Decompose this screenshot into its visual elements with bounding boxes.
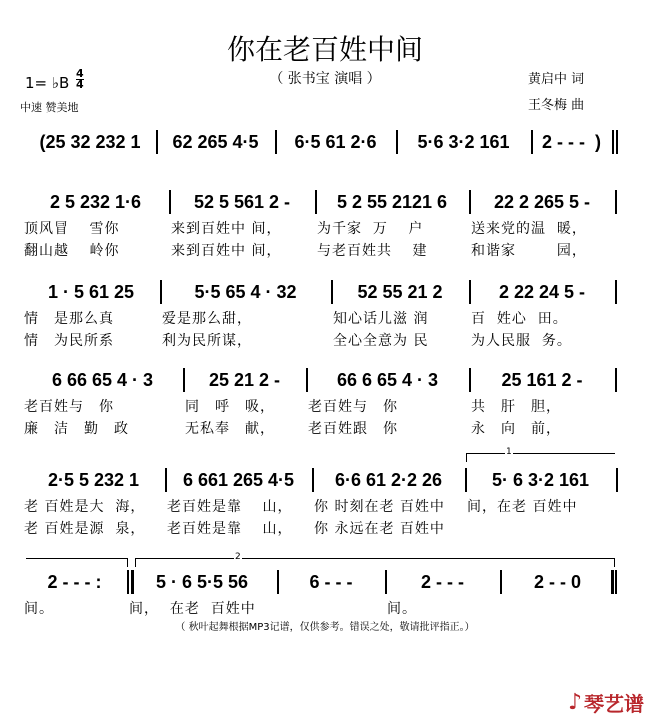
lyric-text: 知心话儿滋 润 <box>333 311 429 327</box>
measure: 2 - - - ) <box>542 131 601 152</box>
lyric-text: 间。 <box>387 601 417 617</box>
key-signature: 1= ♭B <box>25 74 70 92</box>
double-barline <box>131 570 134 594</box>
lyric-text: 来到百姓中 间， <box>171 221 282 237</box>
watermark-logo <box>568 688 644 717</box>
barline <box>315 190 317 214</box>
lyric-text: 顶风冒 雪你 <box>24 221 120 237</box>
measure: 2 - - 0 <box>533 571 581 592</box>
measure: 2 - - - : <box>47 571 102 592</box>
barline <box>615 570 617 594</box>
time-bottom: 4 <box>76 78 84 91</box>
barline <box>312 468 314 492</box>
measure: 66 6 65 4 · 3 <box>336 369 439 390</box>
barline <box>616 468 618 492</box>
lyric-text: 翻山越 岭你 <box>24 243 120 259</box>
measure: 5· 6 3·2 161 <box>491 469 590 490</box>
lyric-text: 为千家 万 户 <box>317 221 424 237</box>
double-barline <box>611 570 614 594</box>
barline <box>277 570 279 594</box>
measure: 52 55 21 2 <box>357 281 443 302</box>
lyricist-credit: 黄启中 词 <box>528 72 585 87</box>
barline <box>465 468 467 492</box>
measure: 62 265 4·5 <box>172 131 259 152</box>
measure: 1 · 5 61 25 <box>47 281 135 302</box>
lyric-text: 来到百姓中 间， <box>171 243 282 259</box>
volta-first-label: 1 <box>506 447 512 457</box>
lyric-text: 老 百姓是大 海， <box>24 499 146 515</box>
measure: 6 - - - <box>309 571 353 592</box>
volta-second-label: 2 <box>235 552 241 562</box>
measure: (25 32 232 1 <box>39 131 141 152</box>
measure: 25 21 2 - <box>208 369 281 390</box>
lyric-text: 间，在老 百姓中 <box>467 499 578 515</box>
lyric-text: 送来党的温 暖， <box>471 221 587 237</box>
lyric-text: 利为民所谋， <box>162 333 252 349</box>
measure: 6 661 265 4·5 <box>182 469 295 490</box>
song-title: 你在老百姓中间 <box>226 33 423 66</box>
barline <box>160 280 162 304</box>
lyric-text: 与老百姓共 建 <box>317 243 428 259</box>
lyric-text: 为人民服 务。 <box>471 333 572 349</box>
barline <box>615 368 617 392</box>
barline <box>469 190 471 214</box>
barline <box>615 190 617 214</box>
lyric-text: 无私奉 献， <box>185 421 275 437</box>
measure: 6 66 65 4 · 3 <box>51 369 154 390</box>
lyric-text: 老百姓是靠 山， <box>167 499 293 515</box>
barline <box>169 190 171 214</box>
barline <box>331 280 333 304</box>
barline <box>612 130 614 154</box>
measure: 5 · 6 5·5 56 <box>155 571 249 592</box>
lyric-text: 老百姓与 你 <box>24 399 114 415</box>
barline <box>183 368 185 392</box>
lyric-text: 爱是那么甜， <box>162 311 252 327</box>
lyric-text: 情 是那么真 <box>24 311 114 327</box>
lyric-text: 全心全意为 民 <box>333 333 429 349</box>
measure: 25 161 2 - <box>501 369 583 390</box>
measure: 6·5 61 2·6 <box>294 131 377 152</box>
barline <box>500 570 502 594</box>
barline <box>165 468 167 492</box>
barline <box>156 130 158 154</box>
lyric-text: 你 永远在老 百姓中 <box>314 521 445 537</box>
measure: 2 22 24 5 - <box>498 281 586 302</box>
logo-mark-icon: ♪ <box>568 690 583 715</box>
composer-credit: 王冬梅 曲 <box>528 98 585 113</box>
lyric-text: 和谐家 园， <box>471 243 587 259</box>
lyric-text: 老百姓与 你 <box>308 399 398 415</box>
logo-text: 琴艺谱 <box>584 692 645 716</box>
lyric-text: 老百姓跟 你 <box>308 421 398 437</box>
barline <box>469 280 471 304</box>
barline <box>275 130 277 154</box>
tempo-marking: 中速 赞美地 <box>20 101 79 114</box>
lyric-text: 你 时刻在老 百姓中 <box>314 499 445 515</box>
lyric-text: 廉 洁 勤 政 <box>24 421 129 437</box>
barline <box>531 130 533 154</box>
measure: 5·5 65 4 · 32 <box>194 281 297 302</box>
measure: 2 5 232 1·6 <box>49 191 142 212</box>
volta-first-ending <box>466 447 615 462</box>
barline <box>615 280 617 304</box>
barline <box>306 368 308 392</box>
barline <box>469 368 471 392</box>
measure: 6·6 61 2·2 26 <box>334 469 443 490</box>
lyric-text: 同 呼 吸， <box>185 399 275 415</box>
measure: 5·6 3·2 161 <box>417 131 510 152</box>
measure: 22 2 265 5 - <box>493 191 591 212</box>
lyric-text: 百 姓心 田。 <box>471 311 568 327</box>
lyric-text: 间， 在老 百姓中 <box>129 601 256 617</box>
volta-first-ending-cont <box>26 558 128 567</box>
measure: 5 2 55 2121 6 <box>336 191 448 212</box>
lyric-text: 老 百姓是源 泉， <box>24 521 146 537</box>
measure: 2 - - - <box>421 571 464 592</box>
time-signature <box>76 69 84 90</box>
time-top: 4 <box>76 67 84 80</box>
barline <box>616 130 618 154</box>
barline <box>127 570 129 594</box>
barline <box>385 570 387 594</box>
lyric-text: 老百姓是靠 山， <box>167 521 293 537</box>
lyric-text: 共 肝 胆， <box>471 399 561 415</box>
lyric-text: 永 向 前， <box>471 421 561 437</box>
lyric-text: 情 为民所系 <box>24 333 114 349</box>
transcription-note: （ 秋叶起舞根据MP3记谱，仅供参考。错误之处，敬请批评指正。） <box>175 622 475 633</box>
lyric-text: 间。 <box>24 601 54 617</box>
singer-credit: （ 张书宝 演唱 ） <box>269 71 381 87</box>
measure: 2·5 5 232 1 <box>47 469 140 490</box>
measure: 52 5 561 2 - <box>193 191 291 212</box>
volta-second-ending <box>135 552 615 567</box>
barline <box>396 130 398 154</box>
